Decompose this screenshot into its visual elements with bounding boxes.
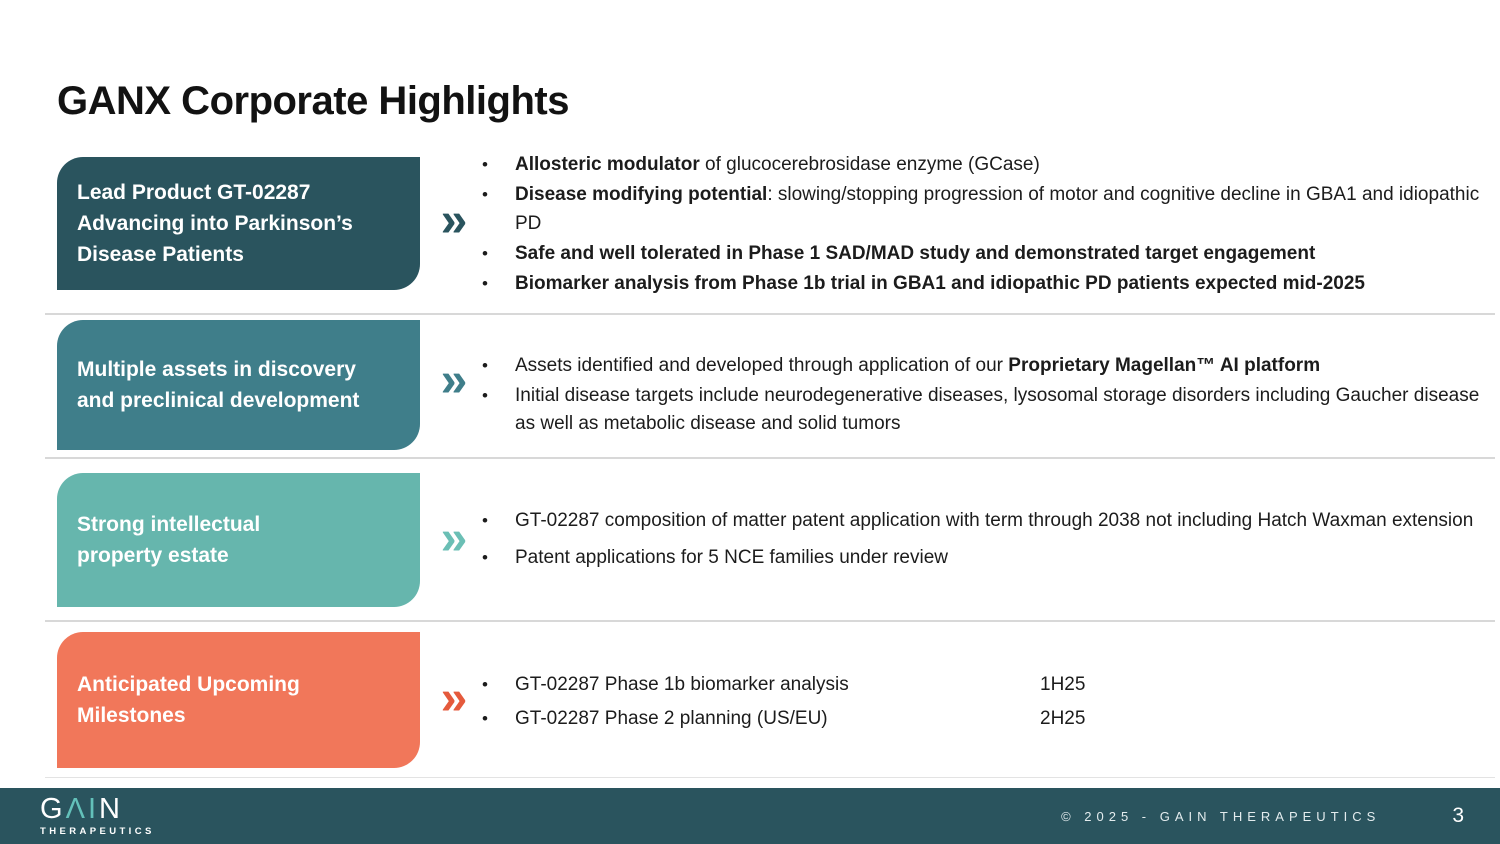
double-chevron-icon: » [440, 354, 468, 407]
box-label-line: Anticipated Upcoming [77, 673, 300, 696]
bullet-dot-icon: • [482, 155, 488, 174]
box-label-line: Strong intellectual [77, 513, 261, 536]
bullet-text: Initial disease targets include neurodegenerative diseases, lysosomal storage disorders including Gaucher disease as well as metabolic disease and solid tumors [515, 385, 1480, 434]
bullet-dot-icon: • [482, 185, 488, 204]
box-label-line: Multiple assets in discovery [77, 358, 356, 381]
bullet-text: Allosteric modulator [515, 154, 700, 175]
section-divider [45, 457, 1495, 459]
bullet-text: Biomarker analysis from Phase 1b trial in GBA1 and idiopathic PD patients expected mid-2025 [515, 273, 1365, 294]
box-label-line: Disease Patients [77, 243, 244, 266]
logo-letter: G [40, 793, 66, 826]
bullet-dot-icon: • [482, 386, 488, 405]
box-label-line: and preclinical development [77, 389, 360, 412]
logo-letter: I [87, 793, 99, 826]
box-label-line: Milestones [77, 704, 186, 727]
milestone-date: 2H25 [1040, 708, 1086, 729]
page-number: 3 [1452, 804, 1464, 827]
box-label-line: property estate [77, 544, 229, 567]
section-bullet-list [470, 504, 1488, 578]
section-label-box [57, 473, 420, 607]
bullet-text: : slowing/stopping progression of motor and cognitive decline in GBA1 and idiopathic PD [515, 184, 1480, 234]
logo-letter: Λ [65, 793, 88, 826]
logo-subtext: THERAPEUTICS [40, 826, 155, 838]
section-label-box [57, 320, 420, 450]
bullet-dot-icon: • [482, 356, 488, 375]
page-title: GANX Corporate Highlights [57, 78, 569, 123]
copyright-text: © 2025 - GAIN THERAPEUTICS [1061, 808, 1381, 824]
list-item [470, 269, 1488, 298]
bullet-dot-icon: • [482, 244, 488, 263]
list-item [470, 239, 1488, 268]
section-divider [45, 313, 1495, 315]
list-item [470, 668, 1488, 701]
section-label-box [57, 632, 420, 768]
list-item [470, 702, 1488, 735]
bullet-text: Patent applications for 5 NCE families under review [515, 547, 948, 568]
list-item [470, 180, 1488, 238]
bullet-text: of glucocerebrosidase enzyme (GCase) [699, 154, 1040, 175]
list-item [470, 504, 1488, 537]
bullet-text: Safe and well tolerated in Phase 1 SAD/MAD study and demonstrated target engagement [515, 243, 1316, 264]
double-chevron-icon: » [440, 194, 468, 247]
bullet-dot-icon: • [482, 274, 488, 293]
list-item [470, 352, 1488, 380]
double-chevron-icon: » [440, 512, 468, 565]
section-label-box [57, 157, 420, 290]
section-bullet-list [470, 668, 1488, 736]
bullet-text: Disease modifying potential [515, 184, 768, 205]
gain-therapeutics-logo [40, 795, 155, 837]
bullet-text: Assets identified and developed through application of our [515, 355, 1009, 376]
box-label-line: Lead Product GT-02287 [77, 181, 311, 204]
bullet-text: GT-02287 Phase 1b biomarker analysis [515, 674, 849, 695]
bullet-text: Proprietary Magellan™ AI platform [1008, 355, 1321, 376]
list-item [470, 150, 1488, 179]
logo-letter: N [99, 793, 123, 826]
footer-divider [45, 777, 1495, 778]
section-divider [45, 620, 1495, 622]
logo-wordmark [40, 795, 155, 824]
footer-bar [0, 788, 1500, 844]
list-item [470, 382, 1488, 438]
bullet-dot-icon: • [482, 709, 488, 728]
double-chevron-icon: » [440, 672, 468, 725]
milestone-date: 1H25 [1040, 674, 1086, 695]
list-item [470, 541, 1488, 574]
bullet-text: GT-02287 composition of matter patent application with term through 2038 not including Hatch Waxman extension [515, 510, 1474, 531]
bullet-dot-icon: • [482, 511, 488, 530]
bullet-text: GT-02287 Phase 2 planning (US/EU) [515, 708, 828, 729]
bullet-dot-icon: • [482, 675, 488, 694]
section-bullet-list [470, 150, 1488, 299]
box-label-line: Advancing into Parkinson’s [77, 212, 353, 235]
bullet-dot-icon: • [482, 548, 488, 567]
section-bullet-list [470, 352, 1488, 440]
